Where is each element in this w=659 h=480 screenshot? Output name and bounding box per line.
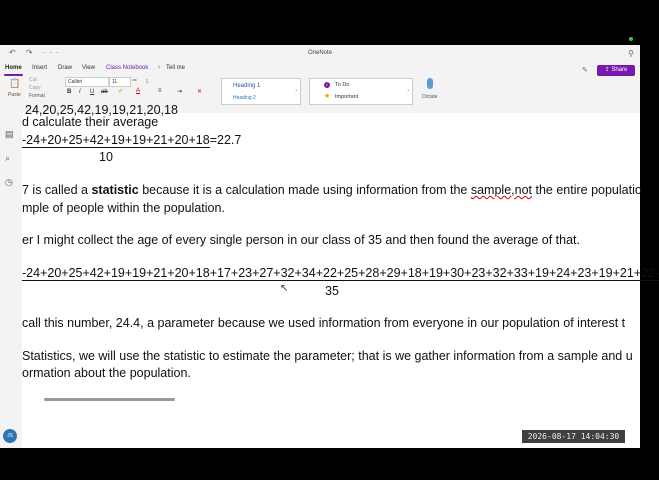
- user-initials: JS: [7, 433, 13, 439]
- align-icon[interactable]: ≡: [158, 88, 162, 94]
- share-label: Share: [611, 67, 628, 73]
- highlight-icon[interactable]: ✐: [118, 89, 124, 95]
- onenote-window: [0, 45, 659, 448]
- bold-term: statistic: [91, 183, 139, 197]
- clear-formatting-icon[interactable]: ✕: [197, 89, 203, 95]
- lightbulb-icon: ♀: [157, 65, 162, 71]
- navigation-sidebar: [0, 113, 23, 448]
- chevron-right-icon[interactable]: ›: [295, 88, 297, 94]
- font-name-select[interactable]: [65, 77, 109, 87]
- denominator: 35: [325, 284, 339, 298]
- note-line: mple of people within the population.: [22, 201, 225, 215]
- timestamp-overlay: 2026-08-17 14:04:30: [522, 430, 625, 443]
- mouse-cursor-icon: ↖: [280, 283, 289, 294]
- spelling-error[interactable]: sample,not: [470, 183, 533, 197]
- search-icon[interactable]: ⌕: [5, 153, 11, 163]
- avatar[interactable]: [3, 429, 17, 443]
- window-title: OneNote: [307, 50, 332, 56]
- font-color-icon[interactable]: A: [136, 88, 141, 94]
- bullet-list-icon[interactable]: ≔: [132, 78, 137, 84]
- sum-result: =22.7: [209, 133, 242, 147]
- note-line: call this number, 24.4, a parameter because we used information from everyone in our population of interest t: [22, 316, 626, 330]
- title-bar: [0, 45, 640, 62]
- chevron-right-icon[interactable]: ›: [407, 88, 409, 94]
- note-line: 24,20,25,42,19,19,21,20,18: [25, 103, 178, 117]
- note-line: d calculate their average: [22, 115, 159, 129]
- heading-2-style[interactable]: Heading 2: [233, 95, 256, 101]
- menu-bar: [0, 62, 640, 76]
- notebooks-icon[interactable]: ▤: [5, 129, 14, 139]
- paste-button[interactable]: Paste: [8, 92, 21, 98]
- checkbox-tag-icon: ✓: [325, 82, 329, 87]
- tags-gallery[interactable]: [309, 78, 413, 105]
- tab-view[interactable]: View: [82, 65, 95, 71]
- styles-gallery[interactable]: [221, 78, 301, 105]
- pin-icon[interactable]: ⚲: [628, 49, 634, 58]
- text-run: 7 is called a: [22, 183, 92, 197]
- copy-button[interactable]: Copy: [29, 85, 41, 91]
- camera-indicator-icon: [629, 37, 633, 41]
- tab-insert[interactable]: Insert: [32, 65, 48, 71]
- important-tag[interactable]: Important: [335, 94, 359, 100]
- heading-1-style[interactable]: Heading 1: [233, 83, 261, 89]
- dictate-button[interactable]: Dictate: [422, 94, 438, 100]
- indent-icon[interactable]: ⇥: [177, 89, 183, 95]
- tab-class-notebook[interactable]: Class Notebook: [106, 65, 149, 71]
- font-size-select[interactable]: [109, 77, 131, 87]
- microphone-icon[interactable]: [427, 78, 433, 89]
- text-run: because it is a calculation made using information from the: [138, 183, 471, 197]
- text-run: the entire populatio: [532, 183, 642, 197]
- note-line: [22, 266, 659, 280]
- recent-icon[interactable]: ◷: [5, 177, 13, 187]
- strikethrough-button[interactable]: ab: [101, 89, 108, 95]
- font-size-value: 11: [112, 79, 118, 85]
- note-line: ormation about the population.: [22, 366, 191, 380]
- note-line: er I might collect the age of every single person in our class of 35 and then found the average of that.: [22, 233, 580, 247]
- tab-home[interactable]: Home: [5, 65, 22, 71]
- todo-tag[interactable]: To Do: [335, 82, 350, 88]
- format-painter-button[interactable]: Format: [29, 93, 45, 99]
- comment-icon[interactable]: ✎: [582, 67, 588, 74]
- horizontal-scrollbar[interactable]: [44, 398, 175, 401]
- share-icon: ⇪: [604, 67, 612, 73]
- bold-button[interactable]: B: [67, 89, 72, 95]
- undo-redo-icons[interactable]: ↶ ↷ ···: [9, 48, 63, 57]
- tab-draw[interactable]: Draw: [58, 65, 73, 71]
- sum-expression: -24+20+25+42+19+19+21+20+18: [22, 133, 210, 147]
- font-name-value: Calibri: [68, 79, 83, 85]
- tell-me-search[interactable]: Tell me: [166, 65, 186, 71]
- cut-button[interactable]: Cut: [29, 77, 37, 83]
- note-line: [22, 183, 642, 197]
- paste-icon[interactable]: 📋: [9, 78, 21, 88]
- note-line: [22, 133, 241, 147]
- italic-button[interactable]: I: [79, 89, 81, 95]
- numbered-list-icon[interactable]: ⒈: [145, 79, 151, 85]
- denominator: 10: [99, 150, 113, 164]
- share-button[interactable]: [597, 65, 635, 76]
- note-line: Statistics, we will use the statistic to estimate the parameter; that is we gather information from a sample and u: [22, 349, 633, 363]
- underline-button[interactable]: U: [90, 89, 95, 95]
- sum-expression: -24+20+25+42+19+19+21+20+18+17+23+27+32+34+22+25+28+29+18+19+30+23+32+33+19+24+23+19+21+22-: [22, 266, 659, 280]
- star-icon: ★: [324, 93, 331, 100]
